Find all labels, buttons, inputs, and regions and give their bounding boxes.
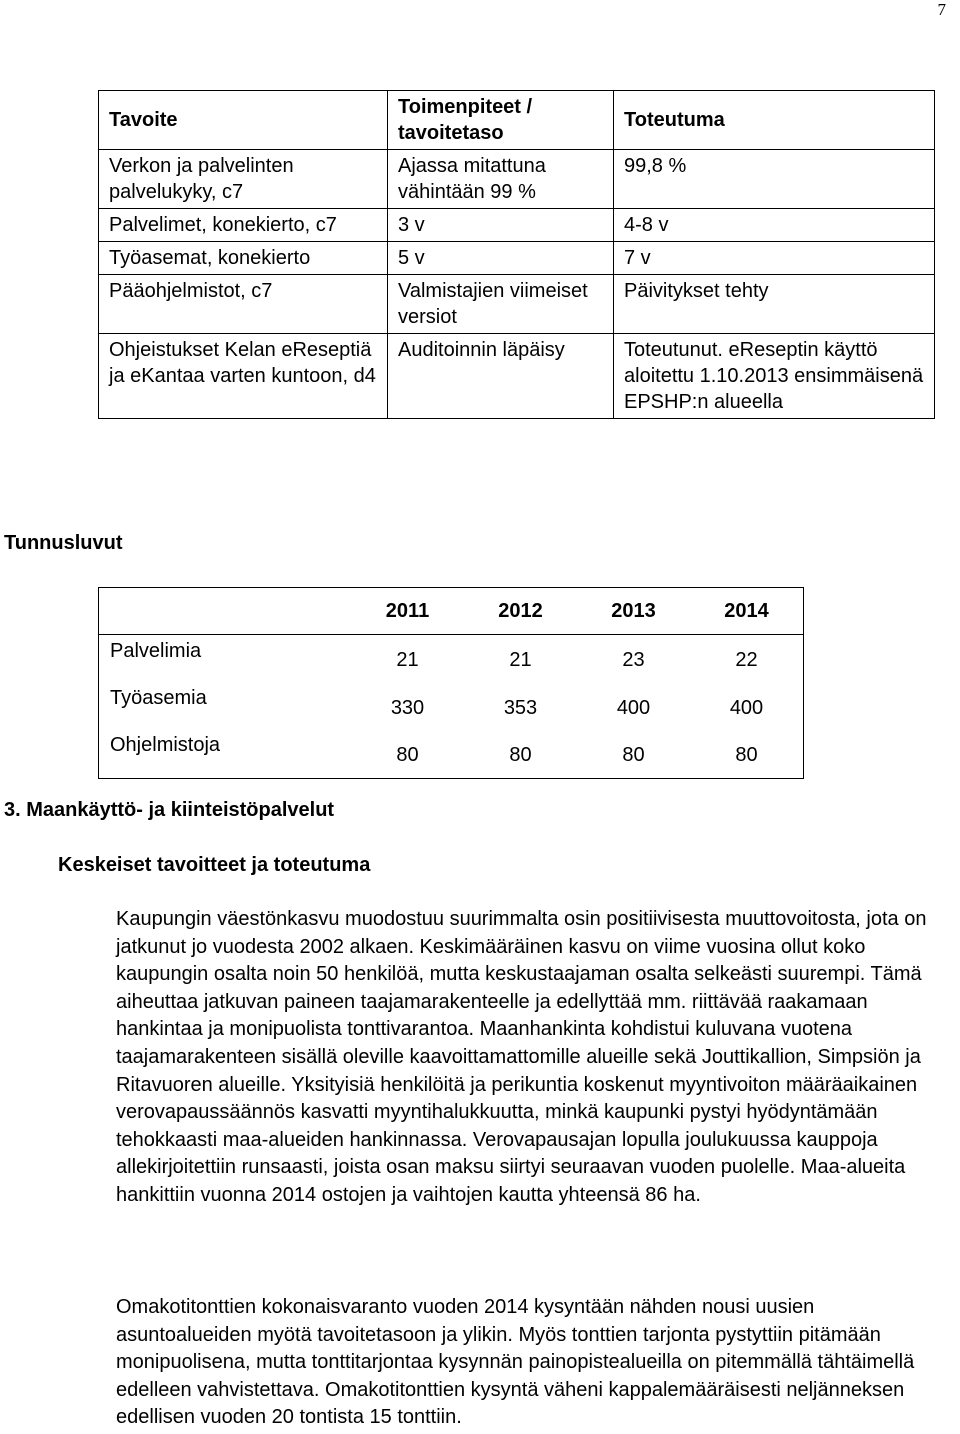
goals-row bbox=[99, 275, 935, 334]
stats-value: 80 bbox=[577, 731, 690, 779]
stats-row bbox=[99, 731, 804, 779]
goals-cell: 3 v bbox=[388, 209, 614, 242]
goals-row bbox=[99, 242, 935, 275]
stats-value: 400 bbox=[616, 696, 651, 719]
goals-cell: Päivitykset tehty bbox=[614, 275, 935, 334]
goals-cell: Työasemat, konekierto bbox=[99, 242, 388, 275]
stats-value: 400 bbox=[690, 684, 804, 731]
stats-value: 80 bbox=[690, 731, 804, 779]
goals-header-toteutuma: Toteutuma bbox=[614, 91, 935, 150]
goals-cell: Palvelimet, konekierto, c7 bbox=[99, 209, 388, 242]
stats-table bbox=[98, 587, 804, 779]
goals-cell: Auditoinnin läpäisy bbox=[388, 334, 614, 419]
goals-header-row bbox=[99, 91, 935, 150]
goals-cell: Valmistajien viimeiset versiot bbox=[388, 275, 614, 334]
stats-value: 22 bbox=[690, 635, 804, 685]
subheading: Keskeiset tavoitteet ja toteutuma bbox=[58, 854, 371, 876]
stats-value: 23 bbox=[622, 648, 645, 671]
goals-cell: 7 v bbox=[614, 242, 935, 275]
stats-year: 2011 bbox=[351, 588, 464, 635]
stats-value: 353 bbox=[503, 696, 538, 719]
goals-cell: Toteutunut. eReseptin käyttö aloitettu 1.10.2013 ensimmäisenä EPSHP:n alueella bbox=[614, 334, 935, 419]
goals-header-tavoite: Tavoite bbox=[99, 91, 388, 150]
goals-row bbox=[99, 334, 935, 419]
stats-value: 21 bbox=[509, 648, 532, 671]
stats-header-row bbox=[99, 588, 804, 635]
stats-year: 2013 bbox=[577, 588, 690, 635]
stats-value: 21 bbox=[396, 648, 419, 671]
goals-header-toimenpiteet: Toimenpiteet / tavoitetaso bbox=[388, 91, 614, 150]
stats-row bbox=[99, 635, 804, 685]
stats-row-label: Ohjelmistoja bbox=[99, 731, 352, 779]
stats-year: 2014 bbox=[690, 588, 804, 635]
paragraph: Kaupungin väestönkasvu muodostuu suurimmalta osin positiivisesta muuttovoitosta, jota on jatkunut jo vuodesta 2002 alkaen. Keskimääräinen kasvu on viime vuosina ollut koko kaupungin osalta noin 50 henkilöä, mutta keskustaajaman osalta selkeästi suurempi. Tämä aiheuttaa jatkuvan paineen taajamarakenteelle ja edellyttää mm. riittävää raakamaan hankintaa ja monipuolista tonttivarantoa. Maanhankinta kohdistui kuluvana vuotena taajamarakenteen sisällä oleville kaavoittamattomille alueille sekä Jouttikallion, Simpsiön ja Ritavuoren alueille. Yksityisiä henkilöitä ja perikuntia koskenut myyntivoiton määräaikainen verovapaussäännös kasvatti myyntihalukkuutta, minkä kaupunki pystyi hyödyntämään tehokkaasti maa-alueiden hankinnassa. Verovapausajan lopulla joulukuussa kauppoja allekirjoitettiin runsaasti, joista osan maksu siirtyi seuraavan vuoden puolelle. Maa-alueita hankittiin vuonna 2014 ostojen ja vaihtojen kautta yhteensä 86 ha. bbox=[116, 908, 927, 1206]
goals-cell: Ohjeistukset Kelan eReseptiä ja eKantaa varten kuntoon, d4 bbox=[99, 334, 388, 419]
stats-row-label: Työasemia bbox=[99, 684, 352, 731]
goals-cell: 99,8 % bbox=[614, 150, 935, 209]
stats-value: 80 bbox=[464, 731, 577, 779]
goals-cell: Pääohjelmistot, c7 bbox=[99, 275, 388, 334]
stats-corner-cell bbox=[99, 588, 352, 635]
section-heading: 3. Maankäyttö- ja kiinteistöpalvelut bbox=[4, 799, 335, 821]
goals-table bbox=[98, 90, 935, 419]
stats-year: 2012 bbox=[464, 588, 577, 635]
goals-row bbox=[99, 150, 935, 209]
goals-cell: Verkon ja palvelinten palvelukyky, c7 bbox=[99, 150, 388, 209]
page-number: 7 bbox=[937, 0, 946, 19]
goals-cell: 4-8 v bbox=[614, 209, 935, 242]
stats-value: 80 bbox=[351, 731, 464, 779]
goals-cell: Ajassa mitattuna vähintään 99 % bbox=[388, 150, 614, 209]
stats-value: 330 bbox=[390, 696, 425, 719]
goals-row bbox=[99, 209, 935, 242]
stats-row bbox=[99, 684, 804, 731]
stats-row-label: Palvelimia bbox=[99, 635, 352, 685]
paragraph: Omakotitonttien kokonaisvaranto vuoden 2014 kysyntään nähden nousi uusien asuntoalueiden myötä tavoitetasoon ja ylikin. Myös tonttien tarjonta pystyttiin pitämään monipuolisena, mutta tonttitarjontaa kysynnän painopistealueilla on pitemmällä tähtäimellä edelleen vahvistettava. Omakotitonttien kysyntä väheni kappalemääräisesti neljänneksen edellisen vuoden 20 tontista 15 tonttiin. bbox=[116, 1296, 915, 1429]
goals-cell: 5 v bbox=[388, 242, 614, 275]
tunnusluvut-heading: Tunnusluvut bbox=[4, 532, 123, 554]
